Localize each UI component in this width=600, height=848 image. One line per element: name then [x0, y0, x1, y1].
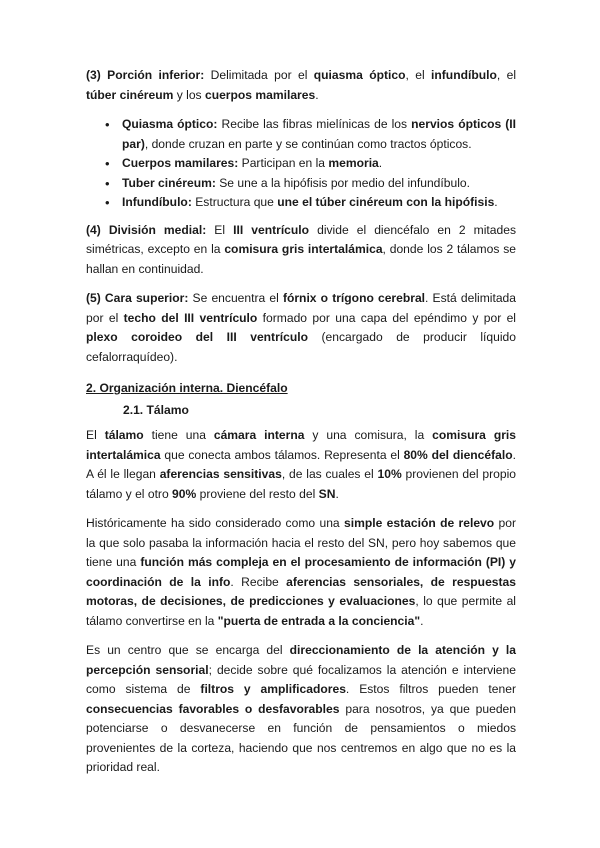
bold-term: "puerta de entrada a la conciencia"	[217, 613, 421, 628]
text-run: Se une a la hipófisis por medio del infundíbulo.	[215, 175, 470, 190]
bullet-label: Quiasma óptico:	[122, 117, 218, 131]
bold-term: comisura gris intertalámica	[224, 242, 383, 256]
paragraph-talamo-3	[86, 641, 516, 778]
text-run: proviene del resto del	[196, 486, 319, 501]
bullet-label: Cuerpos mamilares:	[122, 156, 239, 170]
text-run: ; decide sobre qué focalizamos la atención e interviene como sistema de	[86, 662, 516, 696]
text-run: formado por una capa del epéndimo y por el	[257, 310, 516, 325]
bold-term: simple estación de relevo	[344, 516, 495, 530]
text-run: , el	[496, 68, 517, 82]
paragraph-talamo-2	[86, 514, 516, 631]
paragraph-talamo-1	[86, 426, 516, 504]
bold-term: techo del III ventrículo	[123, 310, 258, 325]
bold-term: 80% del diencéfalo	[403, 447, 513, 462]
bullet-list	[86, 115, 516, 213]
label-cara-superior: (5) Cara superior:	[86, 291, 189, 305]
bold-term: nervios ópticos (II par)	[122, 117, 516, 151]
text-run: .	[378, 156, 383, 170]
paragraph-division-medial	[86, 221, 516, 280]
bold-term: comisura gris intertalámica	[86, 428, 516, 462]
bold-term: filtros y amplificadores	[200, 682, 346, 696]
bold-term: quiasma óptico	[313, 68, 406, 82]
text-run: .	[335, 486, 339, 501]
text-run: El	[206, 222, 234, 237]
bold-term: función más compleja en el procesamiento de información (PI) y coordinación de la info	[86, 555, 516, 589]
bold-term: memoria	[328, 156, 379, 170]
bullet-label: Infundíbulo:	[122, 195, 192, 209]
text-run: (encargado de producir líquido cefalorraquídeo).	[86, 330, 516, 364]
list-item-infundibulo	[122, 193, 516, 213]
text-run: , donde los 2 tálamos se hallan en continuidad.	[86, 242, 516, 276]
bold-term: cámara interna	[213, 428, 305, 442]
list-item-quiasma	[122, 115, 516, 154]
list-item-cuerpos	[122, 154, 516, 174]
text-run: provienen del propio tálamo y el otro	[86, 467, 516, 501]
text-run: Se encuentra el	[188, 291, 283, 305]
bold-term: consecuencias favorables o desfavorables	[86, 701, 340, 716]
bold-term: aferencias sensitivas	[159, 467, 282, 481]
text-run: que conecta ambos tálamos. Representa el	[160, 447, 404, 462]
text-run: Recibe las fibras mielínicas de los	[217, 117, 412, 131]
bold-term: aferencias sensoriales, de respuestas motoras, de decisiones, de predicciones y evaluaciones	[86, 574, 516, 608]
text-run: divide el diencéfalo en 2 mitades simétricas, excepto en la	[86, 222, 516, 256]
text-run: .	[420, 613, 424, 628]
bold-term: fórnix o trígono cerebral	[282, 291, 426, 305]
text-run: y una comisura, la	[304, 428, 433, 442]
text-run: y los	[173, 87, 205, 102]
text-run: . A él le llegan	[86, 447, 517, 481]
text-run: , el	[405, 68, 432, 82]
subsection-heading: 2.1. Tálamo	[123, 402, 189, 417]
text-run: tiene una	[143, 428, 214, 442]
bold-term: une el túber cinéreum con la hipófisis	[277, 195, 495, 209]
label-division-medial: (4) División medial:	[86, 222, 207, 237]
text-run: .	[494, 195, 498, 209]
text-run: . Está delimitada por el	[86, 291, 517, 325]
label-porcion-inferior: (3) Porción inferior:	[86, 68, 205, 82]
bold-term: III ventrículo	[233, 222, 310, 237]
text-run: por la que solo pasaba la información hacia el resto del SN, pero hoy sabemos que tiene una	[86, 516, 516, 569]
section-heading: 2. Organización interna. Diencéfalo	[86, 381, 288, 395]
text-run: Estructura que	[191, 195, 278, 209]
paragraph-porcion-inferior	[86, 66, 516, 105]
text-run: para nosotros, ya que pueden potenciarse o desvanecerse en función de pensamientos o miedos provenientes de la corteza, haciendo que nos centremos en algo que no es la prioridad real.	[86, 701, 516, 774]
bold-term: 10%	[377, 467, 402, 481]
bold-term: SN	[318, 486, 336, 501]
text-run: . Recibe	[230, 574, 287, 589]
bold-term: plexo coroideo del III ventrículo	[86, 330, 309, 344]
text-run: , de las cuales el	[281, 467, 378, 481]
bold-term: 90%	[172, 486, 197, 501]
text-run: , donde cruzan en parte y se continúan como tractos ópticos.	[144, 136, 472, 151]
text-run: Históricamente ha sido considerado como una	[86, 516, 344, 530]
text-run: . Estos filtros pueden tener	[345, 682, 516, 696]
text-run: .	[315, 87, 319, 102]
text-run: Es un centro que se encarga del	[86, 643, 290, 657]
bold-term: tálamo	[104, 428, 144, 442]
bold-term: túber cinéreum	[86, 87, 174, 102]
paragraph-cara-superior	[86, 289, 516, 367]
list-item-tuber	[122, 174, 516, 194]
text-run: , lo que permite al tálamo convertirse en la	[86, 594, 516, 628]
bold-term: infundíbulo	[431, 68, 497, 82]
text-run: El	[86, 428, 105, 442]
text-run: Participan en la	[238, 156, 329, 170]
bold-term: cuerpos mamilares	[204, 87, 316, 102]
text-run: Delimitada por el	[204, 68, 314, 82]
bold-term: direccionamiento de la atención y la percepción sensorial	[86, 643, 516, 677]
bullet-label: Tuber cinéreum:	[122, 175, 216, 190]
